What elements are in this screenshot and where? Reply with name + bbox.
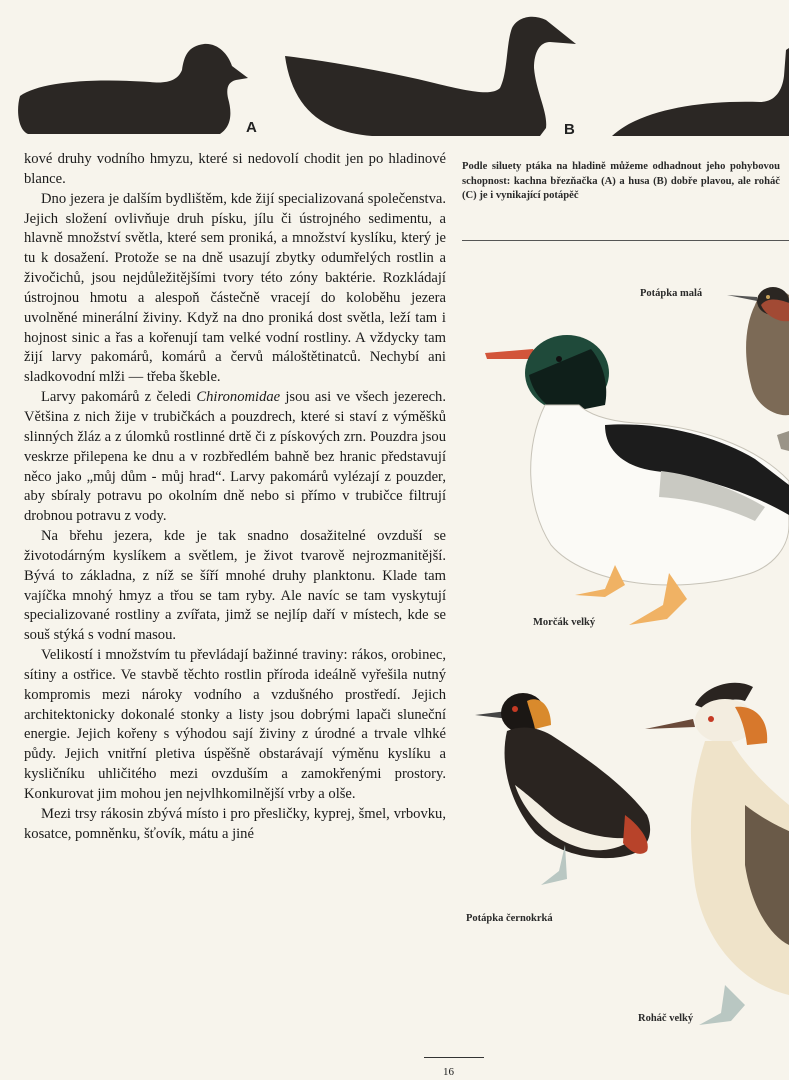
body-paragraph [24,388,446,527]
duck-silhouettes-illustration [0,0,789,145]
body-paragraph: Mezi trsy rákosin zbývá místo i pro přesličky, kyprej, šmel, vrbovku, kosatce, pomněnku, šťovík, mátu a jiné [24,805,446,842]
silhouette-label-b: B [564,121,575,138]
body-text-fragment: Larvy pakomárů z čeledi [41,389,197,406]
merganser-drawing [485,335,789,625]
footer-rule [424,1057,484,1058]
little-grebe-drawing [727,287,789,415]
great-crested-grebe-drawing [645,683,789,1025]
bird-label-rohac-velky: Roháč velký [638,1013,694,1024]
body-paragraph: Na břehu jezera, kde je tak snadno dosažitelné ovzduší se životodárným kyslíkem a světlem, je život tvarově nejrozmanitější. Bývá to základna, z níž se šíří mnohé druhy planktonu. Klade tam vajíčka mnohý hmyz a třou se tam ryby. Ale navíc se tam vyskytují specializované rostliny a zvířata, jimž se nejlíp daří v místech, kde se souš stýká s vodní masou. [24,528,446,644]
bird-label-potapka-mala: Potápka malá [640,288,703,299]
body-text-column [24,150,446,845]
bird-plate-illustration [455,245,789,1045]
silhouette-caption: Podle siluety ptáka na hladině můžeme odhadnout jeho pohybovou schopnost: kachna březňačka (A) a husa (B) dobře plavou, ale roháč (C) je i vynikající potápěč [462,161,780,201]
silhouette-label-a: A [246,119,257,136]
bird-label-potapka-cernokrka: Potápka černokrká [466,913,553,924]
body-paragraph: kové druhy vodního hmyzu, které si nedovolí chodit jen po hladinové blance. [24,151,446,187]
bird-label-morcak-velky: Morčák velký [533,617,596,628]
italic-taxon: Chironomidae [196,389,281,406]
silhouette-c-grebe [612,48,789,136]
page-number: 16 [443,1066,454,1078]
body-paragraph: Dno jezera je dalším bydlištěm, kde žijí specializovaná společenstva. Jejich složení ovlivňuje druh písku, jílu či ústrojného sedimentu, a hlavně množství světla, které sem proniká, a množství kyslíku, který je tu k dosažení. Protože se na dně usazují zbytky odumřelých rostlin a živočichů, jsou nejdůležitějšími tvory této zóny baktérie. Rozkládají ústrojnou hmotu a alespoň částečně vracejí do koloběhu jezera uvolněné minerální živiny. Když na dno proniká dost světla, leží tam i hojnost sinic a řas a kořenují tam velké vodní rostliny. A vždycky tam žijí larvy pakomárů, komárů a červů máloštětinatců. Nechybí ani sladkovodní mlži — třeba škeble. [24,190,446,386]
caption-divider [462,240,789,241]
silhouette-a-duck [18,44,248,134]
silhouette-b-goose [285,17,576,136]
body-text-fragment: jsou asi ve všech jezerech. Většina z nich žije v trubičkách a pouzdrech, které si staví z výměšků slinných žláz a z úlomků rostlinné drtě či z pískových zrn. Pouzdra jsou veskrze přilepena ke dnu a v rozbředlém bahně bez hranic představují něco jako „můj dům - můj hrad“. Larvy pakomárů vylézají z pouzder, aby sbíraly potravu po okolním dně nebo si přímo v trubičce filtrují drobnou potravu z vody. [24,389,447,525]
black-necked-grebe-drawing [475,693,650,885]
body-paragraph: Velikostí i množstvím tu převládají bažinné traviny: rákos, orobinec, sítiny a ostřice. Ve stavbě těchto rostlin příroda ideálně vyřešila nutný kompromis mezi nároky vodního a vzdušného prostředí. Jejich architektonicky dokonalé stonky a listy jsou dobrými lapači sluneční energie. Jejich kořeny s výhodou sají živiny z úrodné a trvale vlhké půdy. Jejich vnitřní pletiva úspěšně obstarávají výměnu kyslíku a kysličníku uhličitého mezi ovzduším a zamokřenými prostory. Konkurovat jim mohou jen nejvlhkomilnější vrby a olše. [24,647,446,802]
